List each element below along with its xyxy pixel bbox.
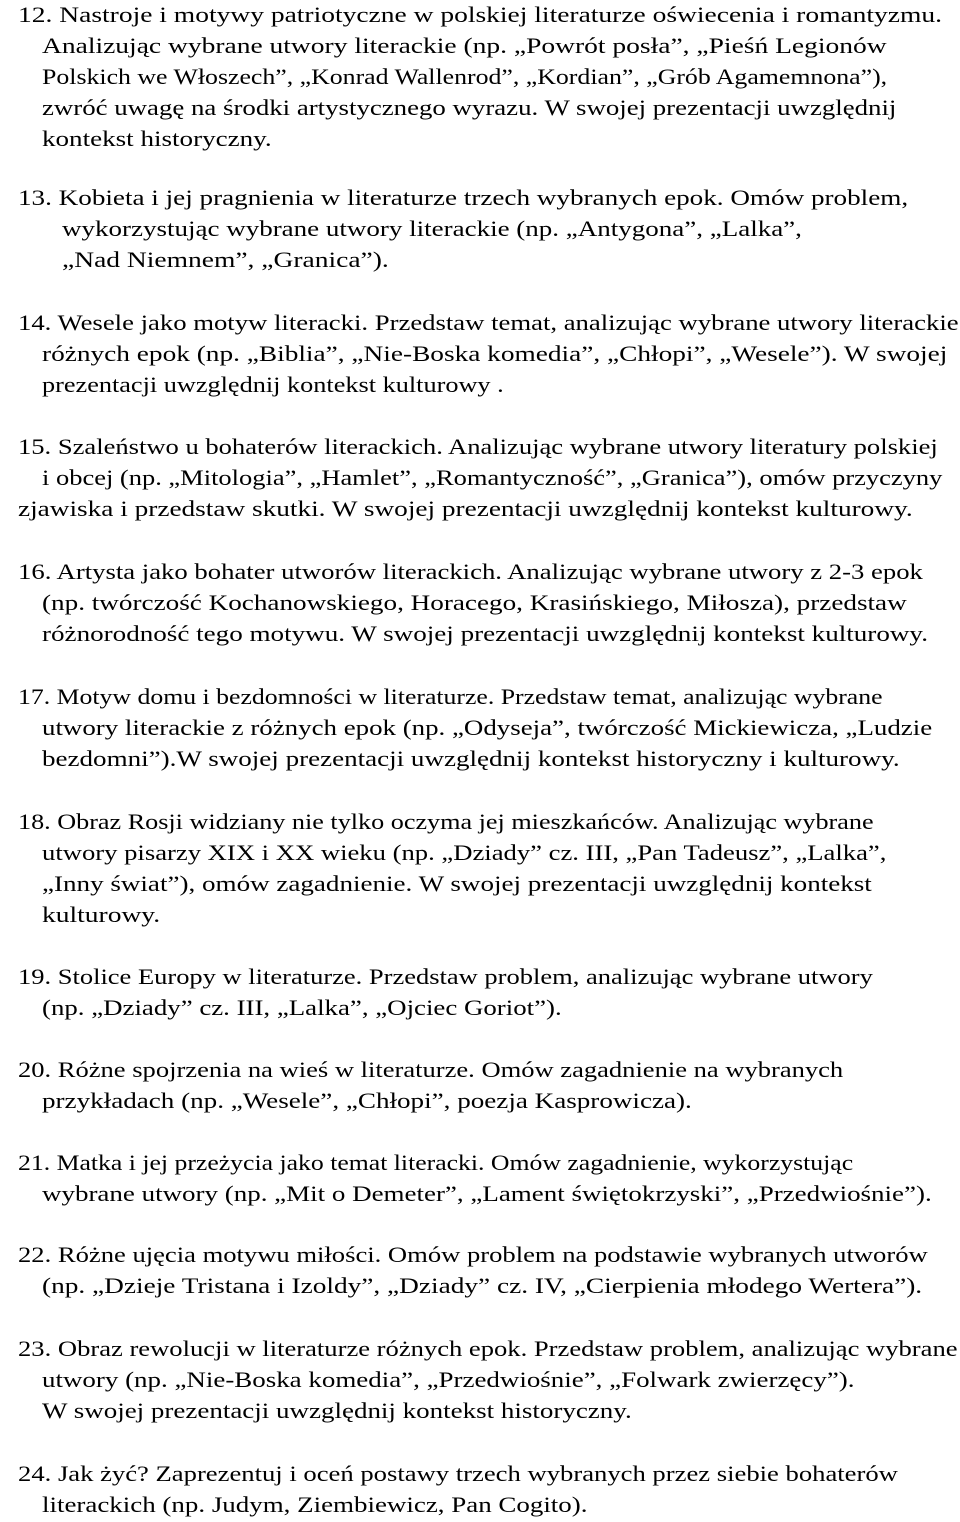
text-line: i obcej (np. „Mitologia”, „Hamlet”, „Romantyczność”, „Granica”), omów przyczyny	[42, 465, 943, 490]
list-item	[0, 308, 960, 401]
list-item	[0, 1240, 960, 1302]
text-line: literackich (np. Judym, Ziembiewicz, Pan Cogito).	[42, 1492, 588, 1517]
text-line: W swojej prezentacji uwzględnij kontekst historyczny.	[42, 1398, 632, 1423]
text-line: wykorzystując wybrane utwory literackie (np. „Antygona”, „Lalka”,	[62, 216, 802, 241]
text-line: kontekst historyczny.	[42, 126, 272, 151]
text-line: utwory pisarzy XIX i XX wieku (np. „Dziady” cz. III, „Pan Tadeusz”, „Lalka”,	[42, 840, 887, 865]
list-item	[0, 1055, 960, 1117]
text-line: 15. Szaleństwo u bohaterów literackich. Analizując wybrane utwory literatury polskiej	[18, 434, 938, 459]
text-line: zwróć uwagę na środki artystycznego wyrazu. W swojej prezentacji uwzględnij	[42, 95, 897, 120]
text-line: 22. Różne ujęcia motywu miłości. Omów problem na podstawie wybranych utworów	[18, 1242, 928, 1267]
text-line: różnorodność tego motywu. W swojej prezentacji uwzględnij kontekst kulturowy.	[42, 621, 928, 646]
text-line: (np. twórczość Kochanowskiego, Horacego, Krasińskiego, Miłosza), przedstaw	[42, 590, 907, 615]
text-line: bezdomni”).W swojej prezentacji uwzględnij kontekst historyczny i kulturowy.	[42, 746, 900, 771]
text-line: 24. Jak żyć? Zaprezentuj i oceń postawy trzech wybranych przez siebie bohaterów	[18, 1461, 898, 1486]
text-line: utwory (np. „Nie-Boska komedia”, „Przedwiośnie”, „Folwark zwierzęcy”).	[42, 1367, 855, 1392]
text-line: 23. Obraz rewolucji w literaturze różnych epok. Przedstaw problem, analizując wybrane	[18, 1336, 958, 1361]
text-line: 16. Artysta jako bohater utworów literackich. Analizując wybrane utwory z 2-3 epok	[18, 559, 923, 584]
list-item	[0, 962, 960, 1024]
list-item	[0, 557, 960, 650]
text-line: (np. „Dzieje Tristana i Izoldy”, „Dziady” cz. IV, „Cierpienia młodego Wertera”).	[42, 1273, 923, 1298]
text-line: 18. Obraz Rosji widziany nie tylko oczyma jej mieszkańców. Analizując wybrane	[18, 809, 874, 834]
list-item	[0, 432, 960, 525]
text-line: 12. Nastroje i motywy patriotyczne w polskiej literaturze oświecenia i romantyzmu.	[18, 2, 943, 27]
list-item	[0, 682, 960, 775]
text-line: 17. Motyw domu i bezdomności w literaturze. Przedstaw temat, analizując wybrane	[18, 684, 883, 709]
list-item	[0, 1459, 960, 1521]
text-line: utwory literackie z różnych epok (np. „Odyseja”, twórczość Mickiewicza, „Ludzie	[42, 715, 933, 740]
text-line: „Nad Niemnem”, „Granica”).	[62, 247, 389, 272]
text-line: 19. Stolice Europy w literaturze. Przedstaw problem, analizując wybrane utwory	[18, 964, 873, 989]
text-line: prezentacji uwzględnij kontekst kulturowy .	[42, 372, 504, 397]
text-line: (np. „Dziady” cz. III, „Lalka”, „Ojciec Goriot”).	[42, 995, 562, 1020]
list-item	[0, 0, 960, 155]
list-item	[0, 1148, 960, 1210]
text-line: 20. Różne spojrzenia na wieś w literaturze. Omów zagadnienie na wybranych	[18, 1057, 844, 1082]
text-line: zjawiska i przedstaw skutki. W swojej prezentacji uwzględnij kontekst kulturowy.	[18, 496, 913, 521]
text-line: różnych epok (np. „Biblia”, „Nie-Boska komedia”, „Chłopi”, „Wesele”). W swojej	[42, 341, 948, 366]
list-item	[0, 807, 960, 931]
list-item	[0, 183, 960, 276]
text-line: 21. Matka i jej przeżycia jako temat literacki. Omów zagadnienie, wykorzystując	[18, 1150, 854, 1175]
text-line: przykładach (np. „Wesele”, „Chłopi”, poezja Kasprowicza).	[42, 1088, 692, 1113]
text-line: 14. Wesele jako motyw literacki. Przedstaw temat, analizując wybrane utwory literackie	[18, 310, 959, 335]
text-line: Polskich we Włoszech”, „Konrad Wallenrod”, „Kordian”, „Grób Agamemnona”),	[42, 64, 888, 89]
text-line: 13. Kobieta i jej pragnienia w literaturze trzech wybranych epok. Omów problem,	[18, 185, 909, 210]
text-line: kulturowy.	[42, 902, 161, 927]
text-line: Analizując wybrane utwory literackie (np. „Powrót posła”, „Pieśń Legionów	[42, 33, 887, 58]
list-item	[0, 1334, 960, 1427]
text-line: „Inny świat”), omów zagadnienie. W swojej prezentacji uwzględnij kontekst	[42, 871, 872, 896]
text-line: wybrane utwory (np. „Mit o Demeter”, „Lament świętokrzyski”, „Przedwiośnie”).	[42, 1181, 932, 1206]
